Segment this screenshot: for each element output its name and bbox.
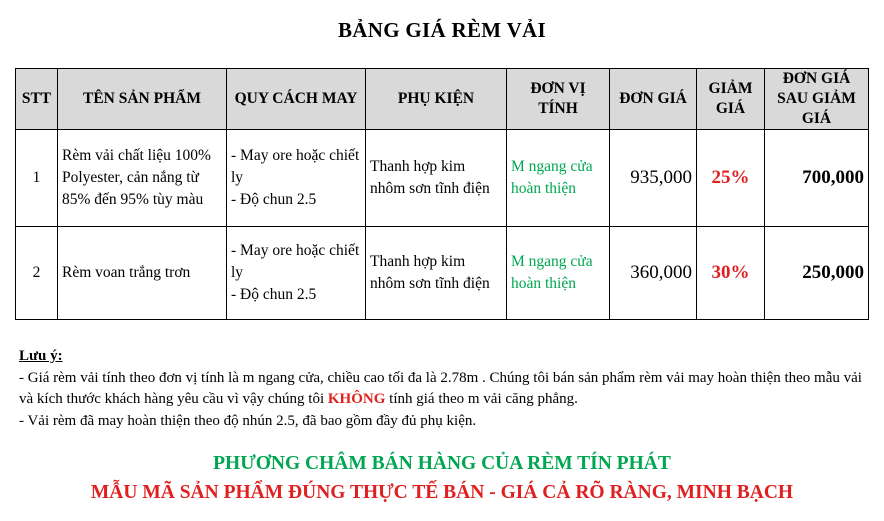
table-row	[16, 227, 869, 320]
notes-heading: Lưu ý:	[19, 348, 63, 364]
note-text: tính giá theo m vải căng phẳng.	[385, 391, 578, 407]
row-unit: M ngang cửa hoàn thiện	[507, 130, 610, 227]
header-stt: STT	[16, 69, 58, 130]
price-table	[15, 68, 869, 320]
spec-line: - May ore hoặc chiết ly	[231, 242, 360, 281]
table-header-row	[16, 69, 869, 130]
row-price: 360,000	[610, 227, 697, 320]
note-line: - Vải rèm đã may hoàn thiện theo độ nhún 2.5, đã bao gồm đầy đủ phụ kiện.	[19, 412, 477, 429]
notes-section	[19, 346, 869, 432]
row-accessory: Thanh hợp kim nhôm sơn tĩnh điện	[366, 130, 507, 227]
row-sewing-spec	[227, 130, 366, 227]
header-price: ĐƠN GIÁ	[610, 69, 697, 130]
row-final-price: 250,000	[765, 227, 869, 320]
spec-line: - Độ chun 2.5	[231, 191, 317, 208]
row-final-price: 700,000	[765, 130, 869, 227]
spec-line: - May ore hoặc chiết ly	[231, 147, 360, 186]
row-stt: 2	[16, 227, 58, 320]
header-accessory: PHỤ KIỆN	[366, 69, 507, 130]
table-row	[16, 130, 869, 227]
note-emphasis: KHÔNG	[327, 391, 386, 407]
row-product-name: Rèm vải chất liệu 100% Polyester, cản nắng từ 85% đến 95% tùy màu	[58, 130, 227, 227]
note-text: - Giá rèm vải tính theo đơn vị tính là m ngang cửa, chiều cao tối đa là 2.78m . Chúng tôi bán sản phẩm rèm vải may hoàn thiện theo mẫu vải và kích thước khách hàng yêu cầu vì vậy chúng tôi	[19, 369, 862, 407]
header-discount: GIẢM GIÁ	[697, 69, 765, 130]
slogan-line-1: PHƯƠNG CHÂM BÁN HÀNG CỦA RÈM TÍN PHÁT	[213, 453, 671, 474]
header-sewing-spec: QUY CÁCH MAY	[227, 69, 366, 130]
header-product-name: TÊN SẢN PHẨM	[58, 69, 227, 130]
page-title: BẢNG GIÁ RÈM VẢI	[337, 18, 546, 42]
row-sewing-spec	[227, 227, 366, 320]
row-product-name: Rèm voan trắng trơn	[58, 227, 227, 320]
row-discount: 25%	[697, 130, 765, 227]
row-price: 935,000	[610, 130, 697, 227]
row-discount: 30%	[697, 227, 765, 320]
slogan-line-2: MẪU MÃ SẢN PHẨM ĐÚNG THỰC TẾ BÁN - GIÁ CẢ RÕ RÀNG, MINH BẠCH	[90, 482, 794, 503]
row-unit: M ngang cửa hoàn thiện	[507, 227, 610, 320]
spec-line: - Độ chun 2.5	[231, 286, 317, 303]
note-line	[19, 368, 869, 411]
header-unit: ĐƠN VỊ TÍNH	[507, 69, 610, 130]
row-accessory: Thanh hợp kim nhôm sơn tĩnh điện	[366, 227, 507, 320]
row-stt: 1	[16, 130, 58, 227]
header-final-price: ĐƠN GIÁ SAU GIẢM GIÁ	[765, 69, 869, 130]
